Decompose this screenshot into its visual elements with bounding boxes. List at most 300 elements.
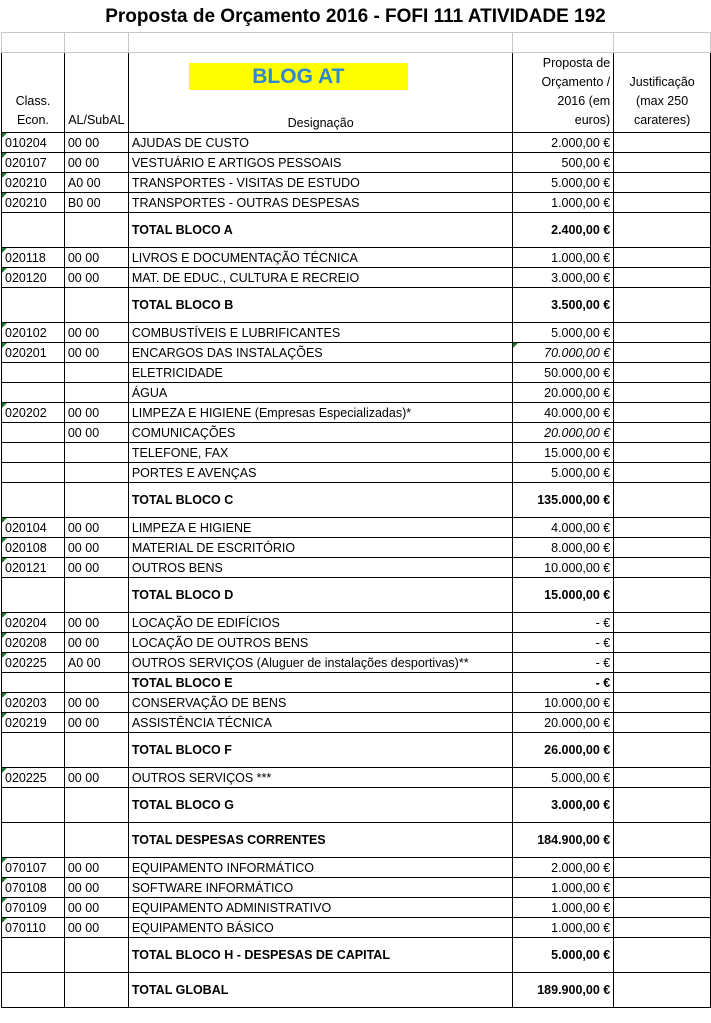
cell[interactable] [513, 33, 614, 53]
alsubal-cell[interactable] [64, 768, 128, 788]
designacao-cell[interactable] [128, 878, 513, 898]
alsubal-cell[interactable] [64, 173, 128, 193]
class-econ-cell[interactable] [2, 343, 65, 363]
justificacao-cell[interactable] [614, 403, 711, 423]
class-econ-cell[interactable] [2, 898, 65, 918]
justificacao-cell[interactable] [614, 858, 711, 878]
alsubal-cell[interactable] [64, 403, 128, 423]
value-cell[interactable] [513, 383, 614, 403]
class-econ-cell[interactable] [2, 788, 65, 823]
value-cell[interactable] [513, 193, 614, 213]
value-cell-text: 20.000,00 € [544, 715, 611, 730]
alsubal-cell[interactable] [64, 343, 128, 363]
value-cell-text: 50.000,00 € [544, 365, 611, 380]
table-row [2, 173, 711, 193]
table-row [2, 268, 711, 288]
justificacao-cell[interactable] [614, 558, 711, 578]
class-econ-cell[interactable] [2, 938, 65, 973]
justificacao-cell[interactable] [614, 693, 711, 713]
blog-at-banner: BLOG AT [189, 63, 408, 90]
value-cell-text: 1.000,00 € [551, 900, 611, 915]
cell[interactable] [128, 33, 513, 53]
class-econ-cell-text: 020118 [5, 250, 46, 265]
alsubal-cell-text: 00 00 [67, 860, 100, 875]
class-econ-cell[interactable] [2, 673, 65, 693]
error-indicator-icon [2, 343, 7, 348]
justificacao-cell[interactable] [614, 483, 711, 518]
designacao-cell[interactable] [128, 518, 513, 538]
value-cell[interactable] [513, 518, 614, 538]
value-cell-text: 5.000,00 € [551, 175, 611, 190]
alsubal-cell[interactable] [64, 483, 128, 518]
justificacao-cell[interactable] [614, 518, 711, 538]
class-econ-cell[interactable] [2, 613, 65, 633]
alsubal-cell[interactable] [64, 213, 128, 248]
total-row [2, 823, 711, 858]
error-indicator-icon [2, 653, 7, 658]
value-cell[interactable] [513, 768, 614, 788]
alsubal-cell-text: B0 00 [67, 195, 101, 210]
class-econ-cell[interactable] [2, 483, 65, 518]
value-cell-text: - € [595, 635, 611, 650]
alsubal-cell-text: 00 00 [67, 900, 100, 915]
alsubal-cell[interactable] [64, 383, 128, 403]
sheet-title: Proposta de Orçamento 2016 - FOFI 111 ATIVIDADE 192 [105, 6, 606, 27]
value-cell[interactable] [513, 343, 614, 363]
alsubal-cell[interactable] [64, 268, 128, 288]
class-econ-cell-text: 010204 [5, 135, 47, 150]
justificacao-cell[interactable] [614, 633, 711, 653]
designacao-cell[interactable] [128, 613, 513, 633]
alsubal-cell[interactable] [64, 733, 128, 768]
alsubal-cell-text: 00 00 [67, 615, 100, 630]
class-econ-cell[interactable] [2, 918, 65, 938]
designacao-cell[interactable] [128, 973, 513, 1008]
alsubal-cell[interactable] [64, 938, 128, 973]
alsubal-cell[interactable] [64, 673, 128, 693]
class-econ-cell[interactable] [2, 878, 65, 898]
justificacao-cell[interactable] [614, 153, 711, 173]
designacao-cell-text: LIMPEZA E HIGIENE (Empresas Especializadas)* [131, 405, 412, 420]
value-cell[interactable] [513, 268, 614, 288]
header-class-econ[interactable] [2, 53, 65, 133]
alsubal-cell[interactable] [64, 463, 128, 483]
header-alsubal[interactable] [64, 53, 128, 133]
justificacao-cell[interactable] [614, 768, 711, 788]
table-row [2, 403, 711, 423]
justificacao-cell[interactable] [614, 193, 711, 213]
class-econ-cell[interactable] [2, 518, 65, 538]
table-row [2, 858, 711, 878]
designacao-cell[interactable] [128, 323, 513, 343]
class-econ-cell[interactable] [2, 733, 65, 768]
justificacao-cell[interactable] [614, 918, 711, 938]
class-econ-cell[interactable] [2, 463, 65, 483]
class-econ-cell[interactable] [2, 363, 65, 383]
cell[interactable] [64, 33, 128, 53]
designacao-cell[interactable] [128, 483, 513, 518]
alsubal-cell[interactable] [64, 153, 128, 173]
class-econ-cell-text: 020102 [5, 325, 47, 340]
alsubal-cell[interactable] [64, 823, 128, 858]
table-row [2, 878, 711, 898]
value-cell[interactable] [513, 363, 614, 383]
class-econ-cell[interactable] [2, 693, 65, 713]
header-proposta[interactable] [513, 53, 614, 133]
header-justificacao[interactable] [614, 53, 711, 133]
designacao-cell[interactable] [128, 248, 513, 268]
value-cell-text: 40.000,00 € [544, 405, 611, 420]
justificacao-cell[interactable] [614, 973, 711, 1008]
table-row [2, 443, 711, 463]
designacao-cell-text: TOTAL BLOCO B [131, 298, 234, 312]
alsubal-cell[interactable] [64, 578, 128, 613]
justificacao-cell[interactable] [614, 248, 711, 268]
value-cell[interactable] [513, 403, 614, 423]
designacao-cell[interactable] [128, 423, 513, 443]
designacao-cell[interactable] [128, 858, 513, 878]
class-econ-cell-text: 020201 [5, 345, 47, 360]
justificacao-cell[interactable] [614, 613, 711, 633]
value-cell-text: 189.900,00 € [537, 983, 611, 997]
alsubal-cell[interactable] [64, 973, 128, 1008]
justificacao-cell[interactable] [614, 383, 711, 403]
class-econ-cell[interactable] [2, 858, 65, 878]
designacao-cell-text: COMUNICAÇÕES [131, 425, 236, 440]
value-cell[interactable] [513, 578, 614, 613]
class-econ-cell[interactable] [2, 173, 65, 193]
alsubal-cell[interactable] [64, 613, 128, 633]
designacao-cell[interactable] [128, 288, 513, 323]
designacao-cell[interactable] [128, 343, 513, 363]
value-cell-text: 4.000,00 € [551, 520, 611, 535]
justificacao-cell[interactable] [614, 343, 711, 363]
class-econ-cell[interactable] [2, 133, 65, 153]
class-econ-cell[interactable] [2, 323, 65, 343]
class-econ-cell[interactable] [2, 578, 65, 613]
alsubal-cell-text: 00 00 [67, 135, 100, 150]
alsubal-cell-text: 00 00 [67, 155, 100, 170]
class-econ-cell[interactable] [2, 538, 65, 558]
alsubal-cell[interactable] [64, 918, 128, 938]
total-row [2, 973, 711, 1008]
alsubal-cell-text: 00 00 [67, 695, 100, 710]
error-indicator-icon [2, 153, 7, 158]
designacao-cell-text: VESTUÁRIO E ARTIGOS PESSOAIS [131, 155, 342, 170]
value-cell[interactable] [513, 733, 614, 768]
designacao-cell[interactable] [128, 538, 513, 558]
value-cell[interactable] [513, 483, 614, 518]
class-econ-cell[interactable] [2, 383, 65, 403]
table-row [2, 713, 711, 733]
error-indicator-icon [2, 173, 7, 178]
alsubal-cell-text: 00 00 [67, 345, 100, 360]
alsubal-cell[interactable] [64, 788, 128, 823]
justificacao-cell[interactable] [614, 733, 711, 768]
table-row [2, 538, 711, 558]
error-indicator-icon [2, 713, 7, 718]
table-row [2, 918, 711, 938]
header-proposta-line3: 2016 (em [557, 94, 611, 108]
header-just-line2: (max 250 [636, 94, 689, 108]
alsubal-cell[interactable] [64, 363, 128, 383]
justificacao-cell[interactable] [614, 423, 711, 443]
value-cell[interactable] [513, 788, 614, 823]
justificacao-cell[interactable] [614, 538, 711, 558]
designacao-cell[interactable] [128, 713, 513, 733]
alsubal-cell[interactable] [64, 693, 128, 713]
value-cell-text: 10.000,00 € [544, 695, 611, 710]
designacao-cell[interactable] [128, 633, 513, 653]
alsubal-cell[interactable] [64, 323, 128, 343]
class-econ-cell-text: 070108 [5, 880, 47, 895]
value-cell-text: - € [595, 675, 611, 690]
value-cell[interactable] [513, 288, 614, 323]
alsubal-cell[interactable] [64, 518, 128, 538]
value-cell[interactable] [513, 153, 614, 173]
designacao-cell[interactable] [128, 463, 513, 483]
class-econ-cell[interactable] [2, 213, 65, 248]
designacao-cell[interactable] [128, 733, 513, 768]
justificacao-cell[interactable] [614, 268, 711, 288]
value-cell[interactable] [513, 423, 614, 443]
justificacao-cell[interactable] [614, 788, 711, 823]
class-econ-cell-text: 020204 [5, 615, 47, 630]
value-cell-text: 15.000,00 € [544, 445, 611, 460]
justificacao-cell[interactable] [614, 823, 711, 858]
header-class-line1: Class. [15, 94, 51, 108]
alsubal-cell[interactable] [64, 653, 128, 673]
error-indicator-icon [2, 858, 7, 863]
class-econ-cell[interactable] [2, 713, 65, 733]
value-cell[interactable] [513, 898, 614, 918]
designacao-cell-text: OUTROS SERVIÇOS *** [131, 770, 272, 785]
alsubal-cell[interactable] [64, 898, 128, 918]
designacao-cell-text: TELEFONE, FAX [131, 445, 229, 460]
class-econ-cell[interactable] [2, 558, 65, 578]
designacao-cell[interactable] [128, 673, 513, 693]
value-cell[interactable] [513, 823, 614, 858]
value-cell[interactable] [513, 463, 614, 483]
designacao-cell[interactable] [128, 173, 513, 193]
alsubal-cell[interactable] [64, 538, 128, 558]
designacao-cell-text: TOTAL BLOCO H - DESPESAS DE CAPITAL [131, 948, 390, 962]
value-cell[interactable] [513, 973, 614, 1008]
value-cell-text: 5.000,00 € [551, 948, 611, 962]
class-econ-cell[interactable] [2, 973, 65, 1008]
alsubal-cell[interactable] [64, 558, 128, 578]
designacao-cell[interactable] [128, 788, 513, 823]
designacao-cell-text: MAT. DE EDUC., CULTURA E RECREIO [131, 270, 360, 285]
error-indicator-icon [2, 538, 7, 543]
value-cell[interactable] [513, 918, 614, 938]
value-cell[interactable] [513, 858, 614, 878]
alsubal-cell[interactable] [64, 248, 128, 268]
designacao-cell-text: ASSISTÊNCIA TÉCNICA [131, 715, 272, 730]
value-cell[interactable] [513, 673, 614, 693]
justificacao-cell[interactable] [614, 133, 711, 153]
designacao-cell-text: OUTROS BENS [131, 560, 223, 575]
value-cell-text: 5.000,00 € [551, 770, 611, 785]
justificacao-cell[interactable] [614, 713, 711, 733]
designacao-cell-text: TOTAL BLOCO C [131, 493, 234, 507]
justificacao-cell[interactable] [614, 443, 711, 463]
alsubal-cell[interactable] [64, 443, 128, 463]
table-row [2, 343, 711, 363]
designacao-cell[interactable] [128, 823, 513, 858]
designacao-cell[interactable] [128, 443, 513, 463]
designacao-cell[interactable] [128, 558, 513, 578]
designacao-cell[interactable] [128, 213, 513, 248]
class-econ-cell[interactable] [2, 288, 65, 323]
value-cell-text: 1.000,00 € [551, 920, 611, 935]
value-cell[interactable] [513, 173, 614, 193]
justificacao-cell[interactable] [614, 938, 711, 973]
justificacao-cell[interactable] [614, 213, 711, 248]
alsubal-cell-text: 00 00 [67, 325, 100, 340]
value-cell[interactable] [513, 538, 614, 558]
class-econ-cell[interactable] [2, 403, 65, 423]
value-cell[interactable] [513, 558, 614, 578]
class-econ-cell[interactable] [2, 768, 65, 788]
header-row [2, 53, 711, 133]
designacao-cell-text: AJUDAS DE CUSTO [131, 135, 249, 150]
class-econ-cell[interactable] [2, 153, 65, 173]
class-econ-cell[interactable] [2, 423, 65, 443]
class-econ-cell[interactable] [2, 443, 65, 463]
table-row [2, 633, 711, 653]
total-row [2, 288, 711, 323]
alsubal-cell[interactable] [64, 423, 128, 443]
class-econ-cell[interactable] [2, 653, 65, 673]
justificacao-cell[interactable] [614, 463, 711, 483]
value-cell[interactable] [513, 938, 614, 973]
alsubal-cell[interactable] [64, 713, 128, 733]
justificacao-cell[interactable] [614, 173, 711, 193]
class-econ-cell[interactable] [2, 248, 65, 268]
justificacao-cell[interactable] [614, 363, 711, 383]
value-cell-text: 3.000,00 € [551, 270, 611, 285]
table-row [2, 653, 711, 673]
alsubal-cell-text: 00 00 [67, 425, 100, 440]
table-row [2, 423, 711, 443]
class-econ-cell-text: 020225 [5, 770, 47, 785]
class-econ-cell[interactable] [2, 823, 65, 858]
value-cell[interactable] [513, 713, 614, 733]
designacao-cell[interactable] [128, 578, 513, 613]
designacao-cell[interactable] [128, 383, 513, 403]
header-designacao[interactable] [128, 53, 513, 133]
error-indicator-icon [2, 898, 7, 903]
class-econ-cell-text: 070109 [5, 900, 47, 915]
justificacao-cell[interactable] [614, 673, 711, 693]
alsubal-cell[interactable] [64, 858, 128, 878]
justificacao-cell[interactable] [614, 288, 711, 323]
designacao-cell-text: COMBUSTÍVEIS E LUBRIFICANTES [131, 325, 341, 340]
alsubal-cell[interactable] [64, 633, 128, 653]
designacao-cell-text: TRANSPORTES - OUTRAS DESPESAS [131, 195, 360, 210]
header-class-line2: Econ. [16, 113, 49, 127]
value-cell[interactable] [513, 443, 614, 463]
alsubal-cell[interactable] [64, 133, 128, 153]
value-cell-text: 15.000,00 € [544, 588, 611, 602]
value-cell[interactable] [513, 653, 614, 673]
value-cell-text: 10.000,00 € [544, 560, 611, 575]
value-cell[interactable] [513, 633, 614, 653]
designacao-cell-text: TOTAL BLOCO A [131, 223, 233, 237]
error-indicator-icon [2, 633, 7, 638]
designacao-cell[interactable] [128, 653, 513, 673]
error-indicator-icon [2, 918, 7, 923]
value-cell[interactable] [513, 323, 614, 343]
justificacao-cell[interactable] [614, 878, 711, 898]
value-cell[interactable] [513, 693, 614, 713]
designacao-cell[interactable] [128, 403, 513, 423]
table-row [2, 153, 711, 173]
designacao-cell[interactable] [128, 133, 513, 153]
class-econ-cell[interactable] [2, 268, 65, 288]
value-cell[interactable] [513, 133, 614, 153]
alsubal-cell-text: 00 00 [67, 635, 100, 650]
designacao-cell-text: CONSERVAÇÃO DE BENS [131, 695, 287, 710]
class-econ-cell[interactable] [2, 633, 65, 653]
alsubal-cell[interactable] [64, 288, 128, 323]
justificacao-cell[interactable] [614, 323, 711, 343]
cell[interactable] [614, 33, 711, 53]
value-cell[interactable] [513, 213, 614, 248]
table-row [2, 133, 711, 153]
total-row [2, 673, 711, 693]
value-cell-text: 2.000,00 € [551, 860, 611, 875]
alsubal-cell[interactable] [64, 878, 128, 898]
designacao-cell[interactable] [128, 363, 513, 383]
designacao-cell[interactable] [128, 918, 513, 938]
class-econ-cell-text: 020202 [5, 405, 47, 420]
designacao-cell[interactable] [128, 693, 513, 713]
designacao-cell-text: MATERIAL DE ESCRITÓRIO [131, 540, 296, 555]
designacao-cell[interactable] [128, 193, 513, 213]
designacao-cell[interactable] [128, 268, 513, 288]
designacao-cell-text: TOTAL BLOCO E [131, 675, 233, 690]
table-row [2, 518, 711, 538]
designacao-cell-text: SOFTWARE INFORMÁTICO [131, 880, 294, 895]
alsubal-cell[interactable] [64, 193, 128, 213]
justificacao-cell[interactable] [614, 578, 711, 613]
table-row [2, 768, 711, 788]
error-indicator-icon [2, 323, 7, 328]
value-cell[interactable] [513, 613, 614, 633]
justificacao-cell[interactable] [614, 653, 711, 673]
alsubal-cell-text: 00 00 [67, 405, 100, 420]
class-econ-cell[interactable] [2, 193, 65, 213]
designacao-cell-text: ÁGUA [131, 385, 168, 400]
table-row [2, 383, 711, 403]
value-cell[interactable] [513, 878, 614, 898]
designacao-cell[interactable] [128, 153, 513, 173]
value-cell[interactable] [513, 248, 614, 268]
cell[interactable] [2, 33, 65, 53]
value-cell-text: 26.000,00 € [544, 743, 611, 757]
class-econ-cell-text: 020107 [5, 155, 47, 170]
table-row [2, 558, 711, 578]
designacao-cell[interactable] [128, 768, 513, 788]
designacao-cell[interactable] [128, 938, 513, 973]
justificacao-cell[interactable] [614, 898, 711, 918]
total-row [2, 788, 711, 823]
designacao-cell[interactable] [128, 898, 513, 918]
value-cell-text: 3.000,00 € [551, 798, 611, 812]
budget-table-body [2, 33, 711, 1008]
